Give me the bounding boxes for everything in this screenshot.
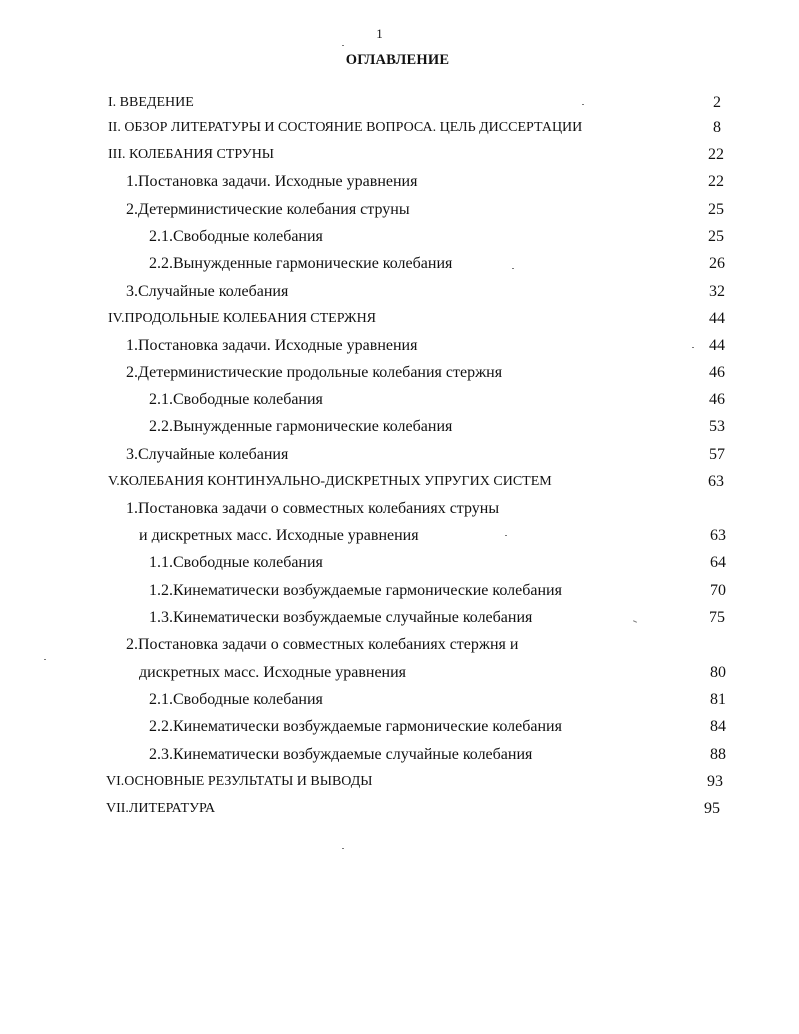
toc-entry-page: 8: [713, 119, 721, 136]
toc-entry-page: 32: [709, 283, 725, 300]
toc-entry: [0, 361, 799, 385]
scan-speck: [512, 268, 514, 269]
toc-entry-page: 22: [708, 146, 724, 163]
toc-entry: [0, 770, 799, 794]
toc-entry: [0, 252, 799, 276]
toc-entry: [0, 116, 799, 140]
toc-entry-label: 2.2.Кинематически возбуждаемые гармонические колебания: [149, 718, 562, 735]
toc-entry-page: 75: [709, 609, 725, 626]
toc-entry: [0, 225, 799, 249]
toc-entry-page: 81: [710, 691, 726, 708]
toc-entry-label: дискретных масс. Исходные уравнения: [139, 664, 407, 681]
toc-entry: [0, 633, 799, 657]
scan-speck: [505, 535, 507, 536]
toc-entry-page: 46: [709, 364, 725, 381]
toc-entry-page: 70: [710, 582, 726, 599]
toc-entry-label: IV.ПРОДОЛЬНЫЕ КОЛЕБАНИЯ СТЕРЖНЯ: [108, 311, 377, 326]
toc-entry-page: 46: [709, 391, 725, 408]
toc-entry-label: 1.1.Свободные колебания: [149, 554, 323, 571]
toc-entry-label: 2.1.Свободные колебания: [149, 391, 323, 408]
toc-entry-label: 2.Детерминистические колебания струны: [126, 201, 410, 218]
toc-entry-page: 57: [709, 446, 725, 463]
toc-entry-page: 63: [708, 473, 724, 490]
toc-entry-page: 84: [710, 718, 726, 735]
toc-entry: [0, 743, 799, 767]
scan-speck: [692, 347, 694, 348]
toc-entry-page: 95: [704, 800, 720, 817]
toc-entry-label: 2.1.Свободные колебания: [149, 228, 323, 245]
toc-entry: [0, 797, 799, 821]
toc-entry: [0, 198, 799, 222]
toc-entry-label: V.КОЛЕБАНИЯ КОНТИНУАЛЬНО-ДИСКРЕТНЫХ УПРУГИХ СИСТЕМ: [108, 474, 552, 489]
toc-entry-page: 53: [709, 418, 725, 435]
toc-entry: [0, 388, 799, 412]
toc-entry-label: 3.Случайные колебания: [126, 446, 289, 463]
toc-entry-label: 1.Постановка задачи. Исходные уравнения: [126, 337, 418, 354]
toc-entry: [0, 307, 799, 331]
scan-speck: [44, 659, 46, 660]
toc-entry: [0, 551, 799, 575]
toc-entry: [0, 334, 799, 358]
toc-entry: [0, 661, 799, 685]
toc-entry: [0, 280, 799, 304]
toc-entry: [0, 497, 799, 521]
scan-speck: [582, 104, 584, 105]
toc-entry: [0, 606, 799, 630]
toc-entry: [0, 143, 799, 167]
toc-entry-label: и дискретных масс. Исходные уравнения: [139, 527, 419, 544]
toc-entry-label: 1.3.Кинематически возбуждаемые случайные колебания: [149, 609, 533, 626]
scan-speck: [342, 848, 344, 849]
toc-entry-page: 25: [708, 201, 724, 218]
toc-entry: [0, 688, 799, 712]
toc-entry: [0, 415, 799, 439]
toc-entry-page: 2: [713, 94, 721, 111]
toc-entry-page: 44: [709, 337, 725, 354]
toc-entry-page: 44: [709, 310, 725, 327]
toc-entry: [0, 524, 799, 548]
page-title: ОГЛАВЛЕНИЕ: [345, 52, 450, 68]
toc-entry-label: VII.ЛИТЕРАТУРА: [106, 801, 216, 816]
toc-entry-label: 2.1.Свободные колебания: [149, 691, 323, 708]
toc-entry: [0, 470, 799, 494]
toc-entry-page: 25: [708, 228, 724, 245]
toc-entry-label: 2.2.Вынужденные гармонические колебания: [149, 255, 453, 272]
toc-entry: [0, 715, 799, 739]
toc-entry-page: 63: [710, 527, 726, 544]
toc-entry-label: 1.2.Кинематически возбуждаемые гармонические колебания: [149, 582, 562, 599]
toc-entry: [0, 170, 799, 194]
toc-entry-label: 2.Детерминистические продольные колебания стержня: [126, 364, 503, 381]
toc-entry: [0, 579, 799, 603]
toc-entry-label: 3.Случайные колебания: [126, 283, 289, 300]
toc-entry-label: 2.Постановка задачи о совместных колебаниях стержня и: [126, 636, 519, 653]
toc-entry-label: II. ОБЗОР ЛИТЕРАТУРЫ И СОСТОЯНИЕ ВОПРОСА. ЦЕЛЬ ДИССЕРТАЦИИ: [108, 120, 583, 135]
toc-entry-label: I. ВВЕДЕНИЕ: [108, 95, 194, 110]
toc-entry-label: III. КОЛЕБАНИЯ СТРУНЫ: [108, 147, 275, 162]
toc-entry-page: 22: [708, 173, 724, 190]
toc-entry-label: 1.Постановка задачи. Исходные уравнения: [126, 173, 418, 190]
toc-entry-page: 64: [710, 554, 726, 571]
scan-speck: [342, 45, 344, 46]
toc-entry-label: 1.Постановка задачи о совместных колебаниях струны: [126, 500, 500, 517]
toc-entry: [0, 91, 799, 115]
toc-entry-page: 88: [710, 746, 726, 763]
toc-entry-page: 93: [707, 773, 723, 790]
toc-entry-label: 2.2.Вынужденные гармонические колебания: [149, 418, 453, 435]
toc-entry-page: 80: [710, 664, 726, 681]
toc-entry-label: VI.ОСНОВНЫЕ РЕЗУЛЬТАТЫ И ВЫВОДЫ: [106, 774, 373, 789]
toc-entry-page: 26: [709, 255, 725, 272]
page-number: 1: [376, 26, 383, 41]
toc-entry-label: 2.3.Кинематически возбуждаемые случайные колебания: [149, 746, 533, 763]
toc-entry: [0, 443, 799, 467]
